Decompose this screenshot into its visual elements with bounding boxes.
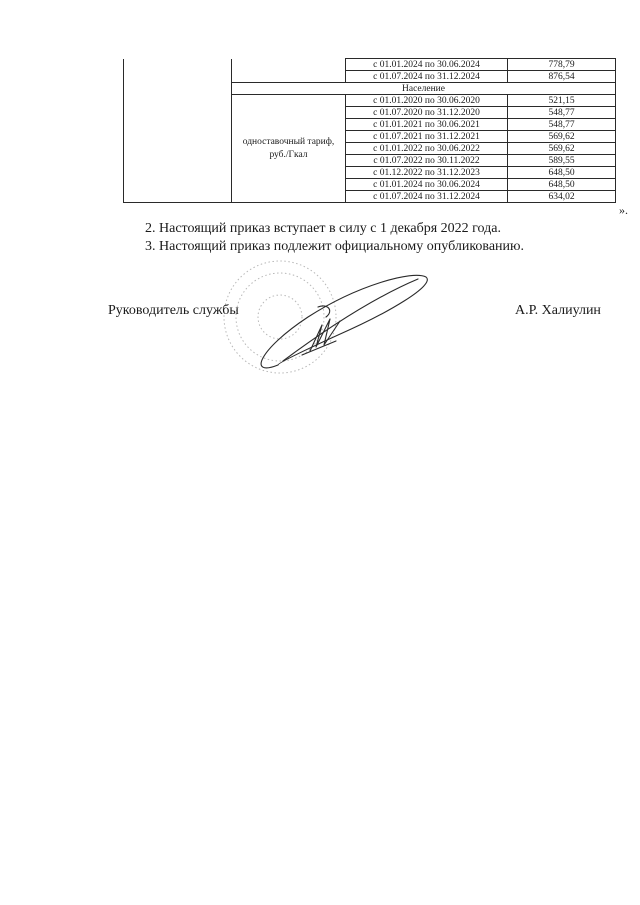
value-cell: 569,62: [508, 131, 616, 143]
value-cell: 634,02: [508, 191, 616, 203]
value-cell: 589,55: [508, 155, 616, 167]
value-cell: 548,77: [508, 107, 616, 119]
section-label: Население: [232, 83, 616, 95]
period-cell: с 01.07.2024 по 31.12.2024: [346, 191, 508, 203]
signer-position: Руководитель службы: [108, 303, 239, 318]
paragraph-2: 2. Настоящий приказ вступает в силу с 1 декабря 2022 года.: [145, 221, 501, 236]
period-cell: с 01.01.2022 по 30.06.2022: [346, 143, 508, 155]
empty-cell: [124, 59, 232, 203]
period-cell: с 01.12.2022 по 31.12.2023: [346, 167, 508, 179]
value-cell: 521,15: [508, 95, 616, 107]
period-cell: с 01.01.2024 по 30.06.2024: [346, 179, 508, 191]
period-cell: с 01.01.2021 по 30.06.2021: [346, 119, 508, 131]
period-cell: с 01.07.2022 по 30.11.2022: [346, 155, 508, 167]
period-cell: с 01.07.2020 по 31.12.2020: [346, 107, 508, 119]
value-cell: 648,50: [508, 179, 616, 191]
period-cell: с 01.01.2020 по 30.06.2020: [346, 95, 508, 107]
signer-name: А.Р. Халиулин: [515, 303, 601, 318]
value-cell: 569,62: [508, 143, 616, 155]
closing-quote: ».: [619, 203, 628, 217]
period-cell: с 01.07.2024 по 31.12.2024: [346, 71, 508, 83]
period-cell: с 01.07.2021 по 31.12.2021: [346, 131, 508, 143]
paragraph-3: 3. Настоящий приказ подлежит официальному опубликованию.: [145, 239, 524, 254]
value-cell: 648,50: [508, 167, 616, 179]
stamp-seal: [224, 261, 336, 373]
value-cell: 876,54: [508, 71, 616, 83]
stamp-and-signature: [218, 255, 433, 380]
value-cell: 778,79: [508, 59, 616, 71]
empty-cell: [232, 59, 346, 83]
table-row: [124, 59, 616, 71]
tariff-name-cell: одноставочный тариф, руб./Гкал: [232, 95, 346, 203]
signature-stroke: [261, 275, 427, 368]
tariff-table: [123, 58, 616, 203]
period-cell: с 01.01.2024 по 30.06.2024: [346, 59, 508, 71]
value-cell: 548,77: [508, 119, 616, 131]
